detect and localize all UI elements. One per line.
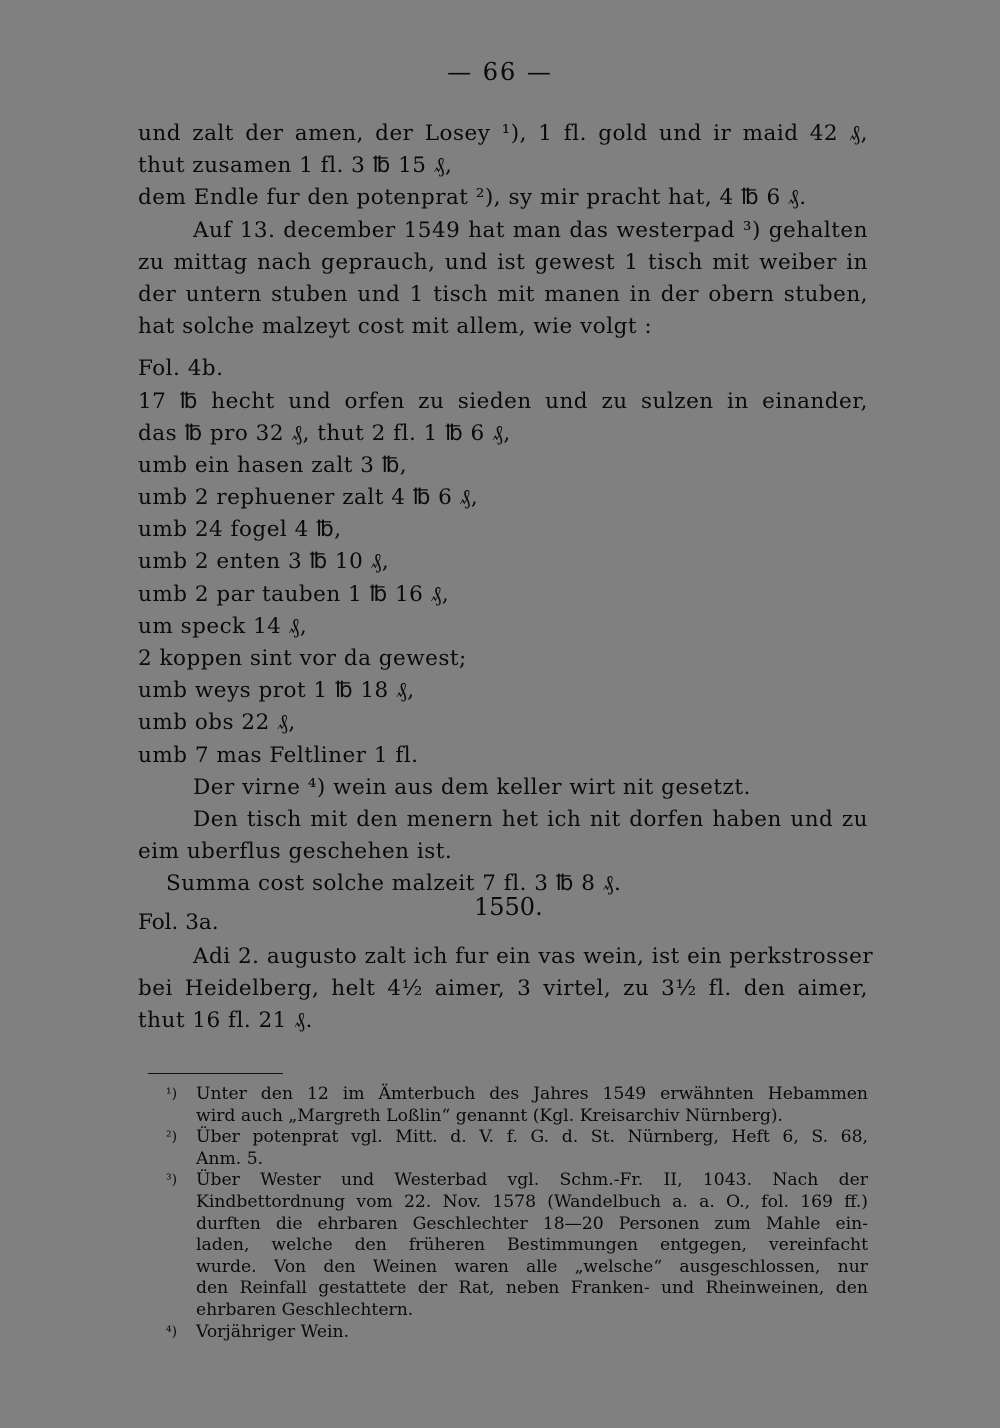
text-line <box>138 343 868 353</box>
footnote-line: Über Wester und Westerbad vgl. Schm.-Fr. II, 1043. Nach der <box>196 1170 868 1191</box>
text-line: bei Heidelberg, helt 4½ aimer, 3 virtel, zu 3½ fl. den aimer, <box>138 975 868 1001</box>
text-line: Den tisch mit den menern het ich nit dorfen haben und zu <box>193 806 868 832</box>
footnote-line: Kindbettordnung vom 22. Nov. 1578 (Wandelbuch a. a. O., fol. 169 ff.) <box>196 1191 868 1212</box>
footnote-line: laden, welche den früheren Bestimmungen entgegen, vereinfacht <box>196 1235 868 1256</box>
text-line: thut zusamen 1 fl. 3 ℔ 15 ₰, <box>138 153 453 179</box>
text-line: umb 24 fogel 4 ℔, <box>138 517 342 543</box>
text-line: hat solche malzeyt cost mit allem, wie volgt : <box>138 314 653 340</box>
text-line: thut 16 fl. 21 ₰. <box>138 1007 313 1033</box>
footnote-line: Vorjähriger Wein. <box>196 1321 350 1342</box>
text-line: der untern stuben und 1 tisch mit manen in der obern stuben, <box>138 281 868 307</box>
text-line: Auf 13. december 1549 hat man das westerpad ³) gehalten <box>193 217 868 243</box>
text-line: eim uberflus geschehen ist. <box>138 839 453 865</box>
text-line: Fol. 4b. <box>138 356 224 382</box>
footnote-marker: ¹) <box>166 1086 178 1102</box>
footnotes <box>166 1084 868 1343</box>
text-line: um speck 14 ₰, <box>138 613 308 639</box>
footnote-line: Unter den 12 im Ämterbuch des Jahres 1549 erwähnten Hebammen <box>196 1084 868 1104</box>
body-text <box>138 118 868 901</box>
footnote-line: Anm. 5. <box>196 1148 264 1169</box>
text-line: umb 2 enten 3 ℔ 10 ₰, <box>138 549 390 575</box>
page-number: — 66 — <box>447 58 553 86</box>
footnote-marker: ²) <box>166 1129 178 1146</box>
year-heading: 1550. <box>474 892 543 921</box>
text-line: und zalt der amen, der Losey ¹), 1 fl. gold und ir maid 42 ₰, <box>138 121 868 146</box>
text-line: zu mittag nach geprauch, und ist gewest 1 tisch mit weiber in <box>138 249 868 275</box>
footnote <box>166 1127 868 1170</box>
footnote-marker: ³) <box>166 1172 178 1189</box>
footnote-line: wird auch „Margreth Loßlin“ genannt (Kgl. Kreisarchiv Nürnberg). <box>196 1105 784 1126</box>
folio-label: Fol. 3a. <box>138 909 219 935</box>
footnote-line: Über potenprat vgl. Mitt. d. V. f. G. d. St. Nürnberg, Heft 6, S. 68, <box>196 1127 868 1148</box>
text-line: umb obs 22 ₰, <box>138 710 296 736</box>
footnote <box>166 1084 868 1127</box>
footnote-line: durften die ehrbaren Geschlechter 18—20 Personen zum Mahle ein- <box>196 1213 868 1234</box>
footnote-line: wurde. Von den Weinen waren alle „welsche“ ausgeschlossen, nur <box>196 1256 868 1277</box>
text-line: umb 2 rephuener zalt 4 ℔ 6 ₰, <box>138 485 479 511</box>
footnote <box>166 1170 868 1321</box>
main-text <box>138 118 874 1037</box>
text-line: umb 2 par tauben 1 ℔ 16 ₰, <box>138 581 450 607</box>
text-line: umb 7 mas Feltliner 1 fl. <box>138 742 419 768</box>
section-2-text <box>138 941 874 1038</box>
text-line: 2 koppen sint vor da gewest; <box>138 646 467 671</box>
text-line: dem Endle fur den potenprat ²), sy mir pracht hat, 4 ℔ 6 ₰. <box>138 185 807 211</box>
footnote <box>166 1322 868 1344</box>
footnote-line: den Reinfall gestattete der Rat, neben Franken- und Rheinweinen, den <box>196 1278 868 1299</box>
footnote-divider <box>148 1073 283 1074</box>
footnote-line: ehrbaren Geschlechtern. <box>196 1299 414 1320</box>
text-line: Summa cost solche malzeit 7 fl. 3 ℔ 8 ₰. <box>166 871 622 897</box>
text-line: Der virne ⁴) wein aus dem keller wirt nit gesetzt. <box>193 774 751 800</box>
text-line: Adi 2. augusto zalt ich fur ein vas wein, ist ein perkstrosser <box>193 943 874 969</box>
section-heading <box>138 892 868 941</box>
text-line: umb ein hasen zalt 3 ℔, <box>138 452 408 478</box>
text-line: 17 ℔ hecht und orfen zu sieden und zu sulzen in einander, <box>138 388 868 414</box>
text-line: das ℔ pro 32 ₰, thut 2 fl. 1 ℔ 6 ₰, <box>138 420 511 446</box>
footnote-marker: ⁴) <box>166 1323 178 1340</box>
text-line: umb weys prot 1 ℔ 18 ₰, <box>138 678 415 704</box>
